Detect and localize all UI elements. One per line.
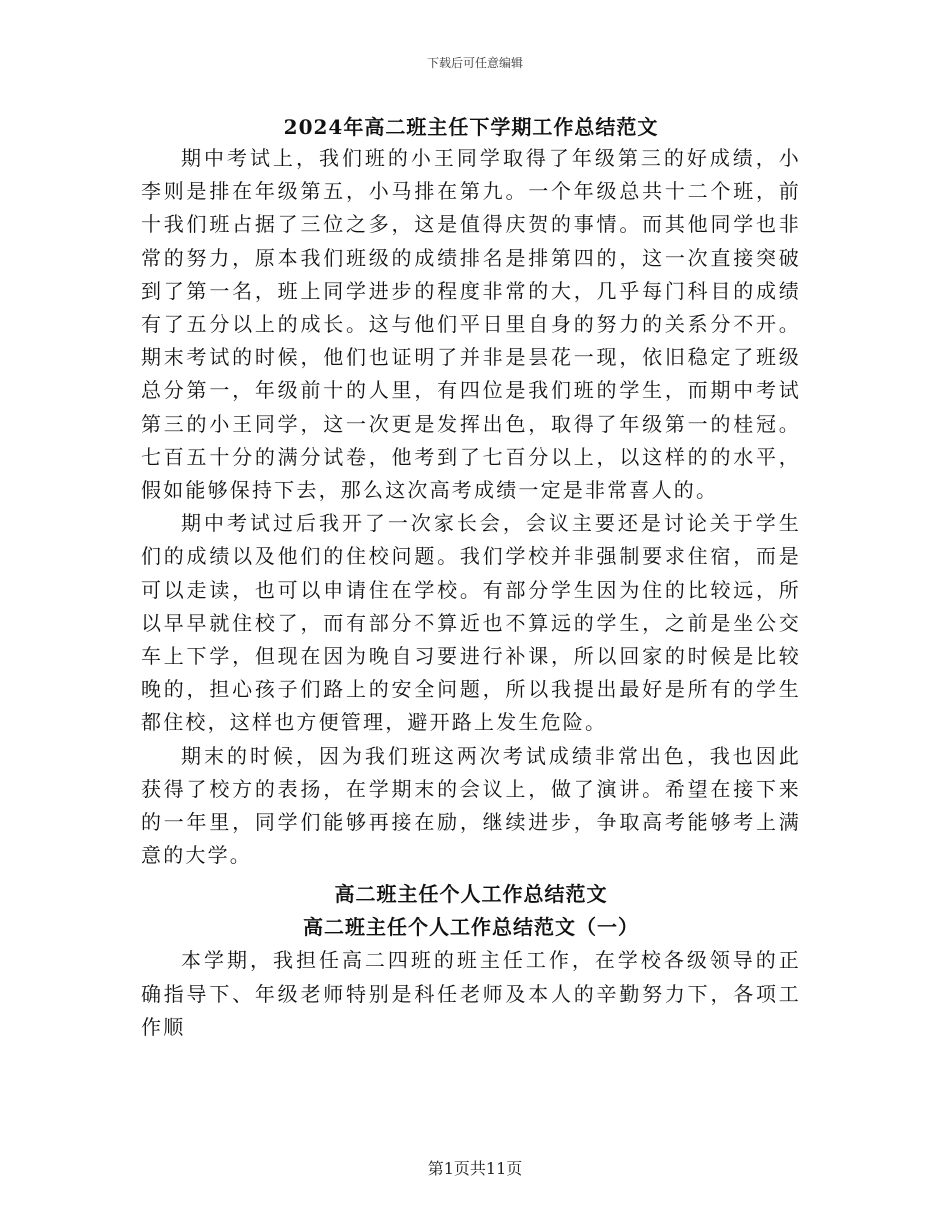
paragraph-2: 期中考试过后我开了一次家长会，会议主要还是讨论关于学生们的成绩以及他们的住校问题。我们学校并非强制要求住宿，而是可以走读，也可以申请住在学校。有部分学生因为住的比较远，所以早早就住校了，而有部分不算近也不算远的学生，之前是坐公交车上下学，但现在因为晚自习要进行补课，所以回家的时候是比较晚的，担心孩子们路上的安全问题，所以我提出最好是所有的学生都住校，这样也方便管理，避开路上发生危险。 (141, 511, 801, 735)
page-number: 第1页共11页 (427, 1159, 523, 1178)
document-title: 2024年高二班主任下学期工作总结范文 (283, 115, 659, 139)
document-body (141, 112, 801, 1044)
subsection-title: 高二班主任个人工作总结范文（一） (303, 915, 639, 940)
subsection-paragraph: 本学期，我担任高二四班的班主任工作，在学校各级领导的正确指导下、年级老师特别是科任老师及本人的辛勤努力下，各项工作顺 (141, 948, 801, 1039)
section-title: 高二班主任个人工作总结范文 (334, 882, 608, 907)
header-note: 下载后可任意编辑 (426, 56, 523, 70)
paragraph-3: 期末的时候，因为我们班这两次考试成绩非常出色，我也因此获得了校方的表扬，在学期末的会议上，做了演讲。希望在接下来的一年里，同学们能够再接在励，继续进步，争取高考能够考上满意的大学。 (141, 743, 801, 868)
paragraph-1: 期中考试上，我们班的小王同学取得了年级第三的好成绩，小李则是排在年级第五，小马排在第九。一个年级总共十二个班，前十我们班占据了三位之多，这是值得庆贺的事情。而其他同学也非常的努力，原本我们班级的成绩排名是排第四的，这一次直接突破到了第一名，班上同学进步的程度非常的大，几乎每门科目的成绩有了五分以上的成长。这与他们平日里自身的努力的关系分不开。期末考试的时候，他们也证明了并非是昙花一现，依旧稳定了班级总分第一，年级前十的人里，有四位是我们班的学生，而期中考试第三的小王同学，这一次更是发挥出色，取得了年级第一的桂冠。七百五十分的满分试卷，他考到了七百分以上，以这样的的水平，假如能够保持下去，那么这次高考成绩一定是非常喜人的。 (141, 146, 801, 503)
